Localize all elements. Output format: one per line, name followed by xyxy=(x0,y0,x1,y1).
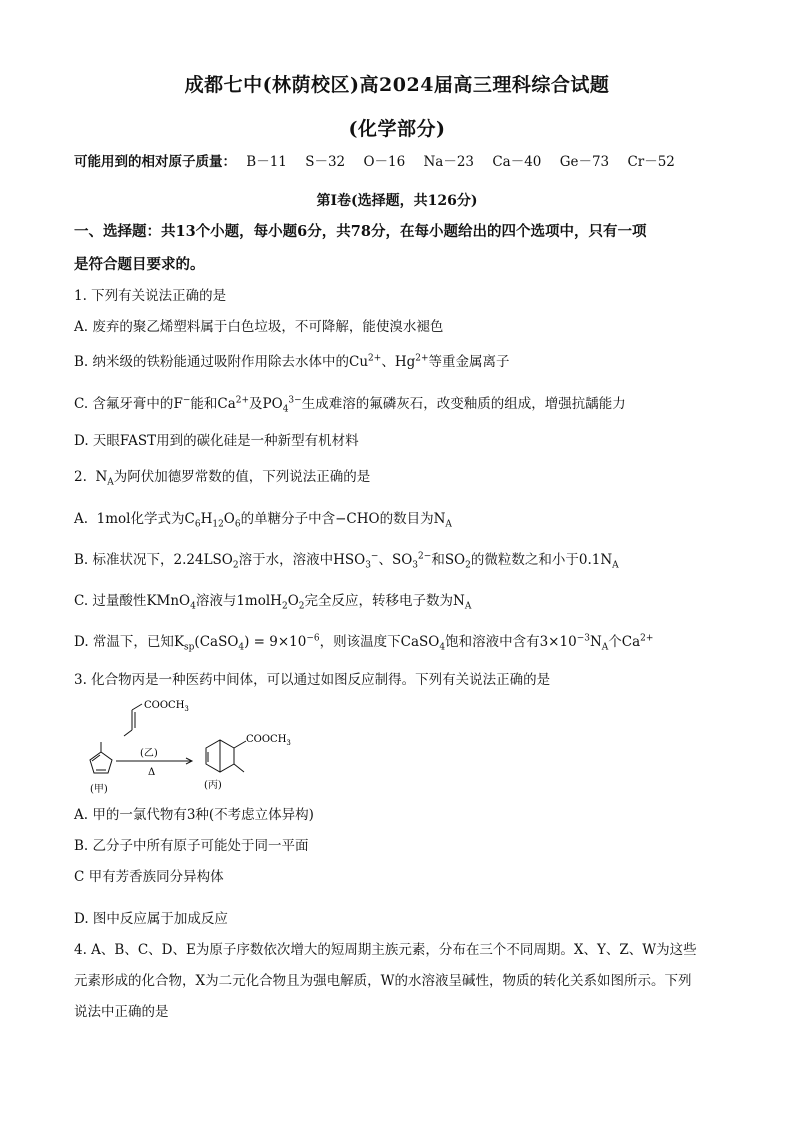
q2-a-na: N xyxy=(433,511,446,527)
q1-option-d: D. 天眼FAST用到的碳化硅是一种新型有机材料 xyxy=(74,433,359,449)
q2-b-text: B. 标准状况下， xyxy=(74,552,174,568)
q4-line2: 元素形成的化合物，X为二元化合物且为强电解质，W的水溶液呈碱性，物质的转化关系如图所示。下列 xyxy=(74,973,692,989)
reactant-structure xyxy=(90,742,112,773)
q1-stem: 1. 下列有关说法正确的是 xyxy=(74,288,227,304)
q2-b-sep: 、 xyxy=(378,552,392,568)
q2-b-vol: 2.24LSO xyxy=(173,552,233,568)
q1-c-po4-sub: 4 xyxy=(282,404,289,415)
q2-d-amt: 3×10 xyxy=(539,634,577,650)
mass-o: O－16 xyxy=(363,154,406,170)
q2-c-text: C. 过量酸性 xyxy=(74,593,147,609)
q2-na: N xyxy=(95,469,108,485)
q4-line1: 4. A、B、C、D、E为原子序数依次增大的短周期主族元素，分布在三个不同周期。X、Y、Z、W为这些 xyxy=(74,942,697,958)
q3-option-b: B. 乙分子中所有原子可能处于同一平面 xyxy=(74,838,309,854)
q2-option-d xyxy=(74,633,724,651)
reactant-label: (甲) xyxy=(90,784,108,795)
q2-c-h2o2-sub2: 2 xyxy=(298,601,305,612)
q3-option-d: D. 图中反应属于加成反应 xyxy=(74,911,228,927)
q3-stem: 3. 化合物丙是一种医药中间体，可以通过如图反应制得。下列有关说法正确的是 xyxy=(74,672,551,688)
q2-d-paren-close: ) = 9×10 xyxy=(244,634,307,650)
q1-c-post: 生成难溶的氟磷灰石，改变釉质的组成，增强抗龋能力 xyxy=(301,396,626,412)
instructions-line2: 是符合题目要求的。 xyxy=(74,256,205,273)
q2-c-h2o2-sub1: 2 xyxy=(281,601,288,612)
q2-b-hso3-sub: 3 xyxy=(365,560,371,571)
q2-stem-text: 为阿伏加德罗常数的值，下列说法正确的是 xyxy=(113,469,371,485)
q2-a-na-sub: A xyxy=(445,519,452,530)
q2-a-mol: 1mol xyxy=(96,511,131,527)
mass-ca: Ca－40 xyxy=(492,154,542,170)
q1-b-hg: Hg xyxy=(394,354,416,370)
q1-c-ca-charge: 2+ xyxy=(235,395,250,406)
q2-d-mid: ，则该温度下 xyxy=(319,634,401,650)
q1-b-post: 等重金属离子 xyxy=(428,354,510,370)
product-structure xyxy=(206,740,246,772)
arrow-top-label: (乙) xyxy=(140,748,158,759)
q2-b-val-sub: A xyxy=(612,560,619,571)
q2-a-mid2: 的单糖分子中含 xyxy=(240,511,336,527)
q2-d-text: D. 常温下，已知 xyxy=(74,634,174,650)
q2-c-h2o2-o: O xyxy=(287,593,299,609)
q2-d-caso4-sub: 4 xyxy=(439,642,446,653)
q1-b-hg-charge: 2+ xyxy=(415,353,429,364)
part1-heading: 第Ⅰ卷(选择题，共126分) xyxy=(316,193,478,209)
q2-stem xyxy=(74,468,724,486)
mass-b: B－11 xyxy=(246,154,287,170)
mass-s: S－32 xyxy=(305,154,346,170)
q2-a-c: C xyxy=(184,511,195,527)
q2-b-val: 0.1N xyxy=(578,552,613,568)
q1-c-po4: PO xyxy=(262,396,283,412)
q2-d-paren-sub: 4 xyxy=(238,642,245,653)
instructions-line1: 一、选择题：共13个小题，每小题6分，共78分，在每小题给出的四个选项中，只有一项 xyxy=(74,223,647,240)
mass-ge: Ge－73 xyxy=(559,154,610,170)
q1-c-f-charge: − xyxy=(182,395,191,406)
q1-c-po4-charge: 3− xyxy=(288,395,302,406)
q2-a-h-sub: 12 xyxy=(212,519,224,530)
q2-d-unit: 个 xyxy=(608,634,622,650)
reaction-diagram xyxy=(74,700,314,800)
q2-a-group: −CHO xyxy=(335,511,380,527)
q2-a-mid1: 化学式为 xyxy=(130,511,185,527)
q2-a-o: O xyxy=(223,511,235,527)
reagent-label: $COOCH_3$ xyxy=(144,700,189,713)
q2-a-h: H xyxy=(200,511,213,527)
q2-num: 2. xyxy=(74,469,87,485)
q2-b-mid1: 溶于水，溶液中 xyxy=(238,552,334,568)
exam-title: 成都七中(林荫校区)高2024届高三理科综合试题 xyxy=(184,74,610,96)
q1-c-mid2: 及 xyxy=(249,396,263,412)
atomic-masses-label: 可能用到的相对原子质量： xyxy=(74,154,236,170)
q1-b-cu: Cu xyxy=(349,354,369,370)
q2-a-label: A. xyxy=(74,511,89,527)
exam-subtitle: (化学部分) xyxy=(348,118,446,140)
q2-b-so2-sub: 2 xyxy=(465,560,471,571)
q2-b-vol-sub: 2 xyxy=(232,560,239,571)
q2-c-mid1: 溶液与 xyxy=(195,593,237,609)
mass-cr: Cr－52 xyxy=(627,154,675,170)
q2-c-h2o2: 1molH xyxy=(236,593,282,609)
q2-b-hso3-charge: − xyxy=(370,551,379,562)
q1-c-mid1: 能和 xyxy=(190,396,218,412)
q1-c-text: C. 含氟牙膏中的 xyxy=(74,396,174,412)
q2-c-mid2: 完全反应，转移电子数为 xyxy=(304,593,453,609)
q3-option-a: A. 甲的一氯代物有3种(不考虑立体异构) xyxy=(74,807,314,823)
q2-option-c xyxy=(74,592,724,610)
atomic-masses-row xyxy=(74,153,724,171)
product-group-label: $COOCH_3$ xyxy=(246,734,291,747)
q2-b-hso3: HSO xyxy=(333,552,366,568)
q1-option-b xyxy=(74,353,724,371)
q2-b-mid3: 的微粒数之和小于 xyxy=(470,552,579,568)
q4-line3: 说法中正确的是 xyxy=(74,1004,169,1020)
mass-na: Na－23 xyxy=(423,154,475,170)
q2-c-na: N xyxy=(453,593,465,609)
q1-c-f: F xyxy=(173,396,183,412)
product-label: (丙) xyxy=(204,780,222,791)
q2-d-caso4: CaSO xyxy=(400,634,440,650)
q2-d-exp: −6 xyxy=(306,633,320,644)
q2-a-c-sub: 6 xyxy=(194,519,201,530)
q2-d-na: N xyxy=(589,634,602,650)
q2-c-kmno4-sub: 4 xyxy=(190,601,196,612)
q3-option-c: C 甲有芳香族同分异构体 xyxy=(74,869,224,885)
q1-b-text: B. 纳米级的铁粉能通过吸附作用除去水体中的 xyxy=(74,354,350,370)
q2-a-mid3: 的数目为 xyxy=(379,511,434,527)
q1-b-sep: 、 xyxy=(381,354,395,370)
q2-b-so3-charge: 2− xyxy=(418,551,432,562)
q2-d-ca: Ca xyxy=(621,634,641,650)
q2-c-kmno4: KMnO xyxy=(146,593,191,609)
q2-b-so3-sub: 3 xyxy=(412,560,419,571)
q2-d-ksp-sub: sp xyxy=(184,642,195,653)
q2-d-paren: (CaSO xyxy=(194,634,239,650)
q2-a-o-sub: 6 xyxy=(234,519,241,530)
q1-b-cu-charge: 2+ xyxy=(368,353,382,364)
q1-option-a: A. 废弃的聚乙烯塑料属于白色垃圾，不可降解，能使溴水褪色 xyxy=(74,319,444,335)
reagent-structure xyxy=(124,704,142,736)
q2-d-ca-charge: 2+ xyxy=(640,633,654,644)
q1-option-c xyxy=(74,395,724,413)
q2-d-na-sub: A xyxy=(601,642,609,653)
q2-option-b xyxy=(74,551,724,569)
q2-option-a xyxy=(74,510,724,528)
q2-c-na-sub: A xyxy=(464,601,472,612)
q2-d-amt-exp: −3 xyxy=(576,633,590,644)
arrow-bottom-label: Δ xyxy=(148,767,156,778)
q2-b-so2: SO xyxy=(444,552,466,568)
q2-d-mid2: 饱和溶液中含有 xyxy=(445,634,540,650)
reaction-svg xyxy=(74,700,314,800)
q2-b-mid2: 和 xyxy=(431,552,445,568)
q2-na-sub: A xyxy=(107,477,114,488)
q2-b-so3: SO xyxy=(391,552,413,568)
q1-c-ca: Ca xyxy=(217,396,236,412)
q2-d-ksp: K xyxy=(173,634,185,650)
